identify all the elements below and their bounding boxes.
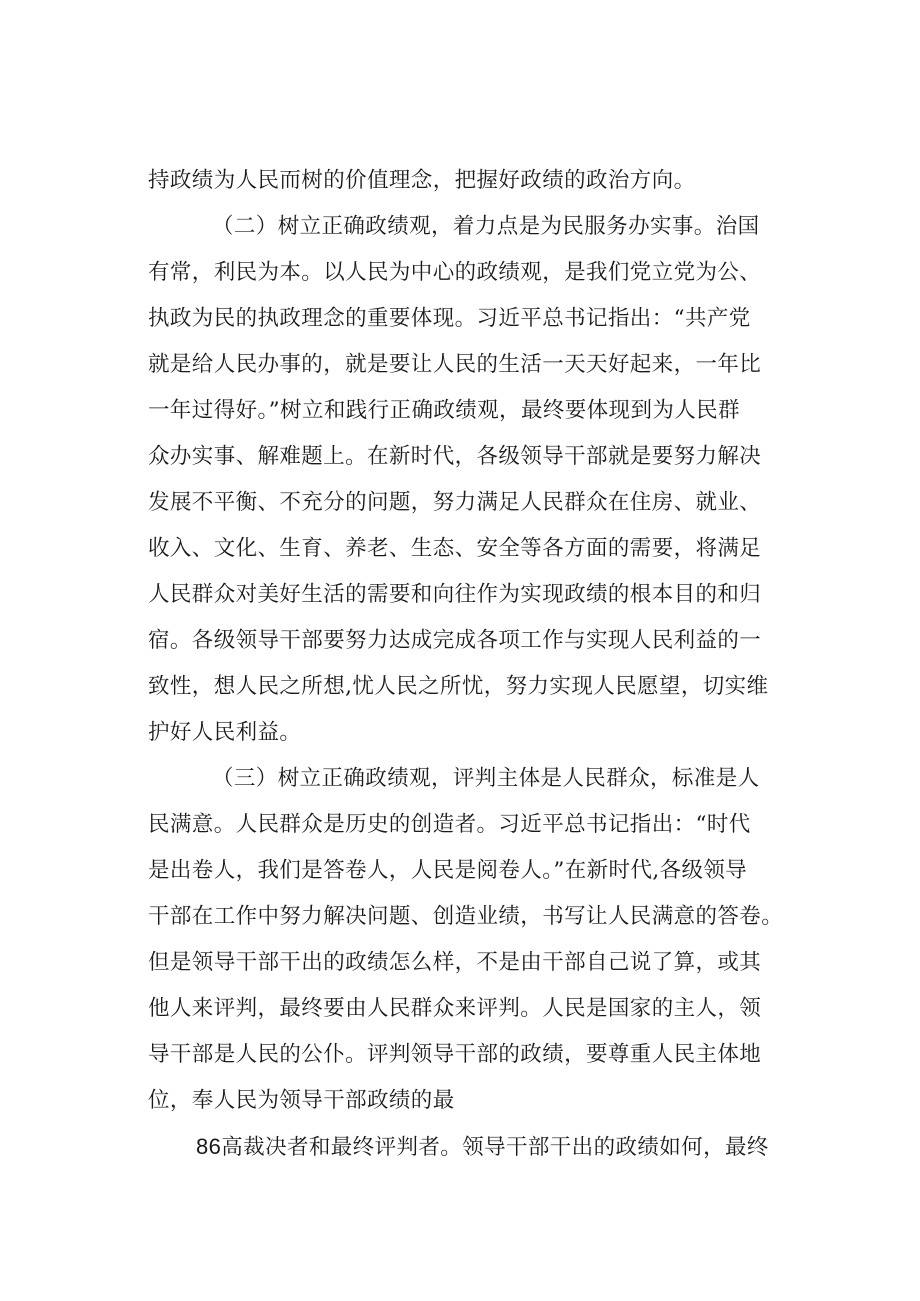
last-line <box>196 1132 769 1163</box>
text-line: 高裁决者和最终评判者。领导干部干出的政绩如何，最终 <box>221 1135 769 1160</box>
text-line: 宿。各级领导干部要努力达成完成各项工作与实现人民利益的一 <box>148 628 762 653</box>
text-line: 民满意。人民群众是历史的创造者。习近平总书记指出：“时代 <box>148 812 751 837</box>
text-line: 发展不平衡、不充分的问题，努力满足人民群众在住房、就业、 <box>148 490 762 515</box>
text-line: 致性，想人民之所想,忧人民之所忧，努力实现人民愿望，切实维 <box>148 674 769 699</box>
text-line: 众办实事、解难题上。在新时代，各级领导干部就是要努力解决 <box>148 444 762 469</box>
text-line: 干部在工作中努力解决问题、创造业绩，书写让人民满意的答卷。 <box>148 904 784 929</box>
page-number: 86 <box>196 1134 222 1159</box>
text-line: 收入、文化、生育、养老、生态、安全等各方面的需要，将满足 <box>148 536 762 561</box>
text-line: 他人来评判，最终要由人民群众来评判。人民是国家的主人，领 <box>148 996 762 1021</box>
text-line: 人民群众对美好生活的需要和向往作为实现政绩的根本目的和归 <box>148 582 762 607</box>
text-line: 护好人民利益。 <box>148 720 302 745</box>
text-line: 是出卷人，我们是答卷人，人民是阅卷人。”在新时代,各级领导 <box>148 858 748 883</box>
text-line: 就是给人民办事的，就是要让人民的生活一天天好起来，一年比 <box>148 352 762 377</box>
section-heading-2: （二）树立正确政绩观，着力点是为民服务办实事。治国 <box>212 214 760 239</box>
text-line: 导干部是人民的公仆。评判领导干部的政绩，要尊重人民主体地 <box>148 1042 762 1067</box>
text-line: 位，奉人民为领导干部政绩的最 <box>148 1088 455 1113</box>
text-line: 但是领导干部干出的政绩怎么样，不是由干部自己说了算，或其 <box>148 950 762 975</box>
text-line: 持政绩为人民而树的价值理念，把握好政绩的政治方向。 <box>148 168 696 193</box>
text-line: 执政为民的执政理念的重要体现。习近平总书记指出：“共产党 <box>148 306 751 331</box>
text-line: 一年过得好。”树立和践行正确政绩观，最终要体现到为人民群 <box>148 398 740 423</box>
text-line: 有常，利民为本。以人民为中心的政绩观，是我们党立党为公、 <box>148 260 762 285</box>
section-heading-3: （三）树立正确政绩观，评判主体是人民群众，标准是人 <box>212 766 760 791</box>
